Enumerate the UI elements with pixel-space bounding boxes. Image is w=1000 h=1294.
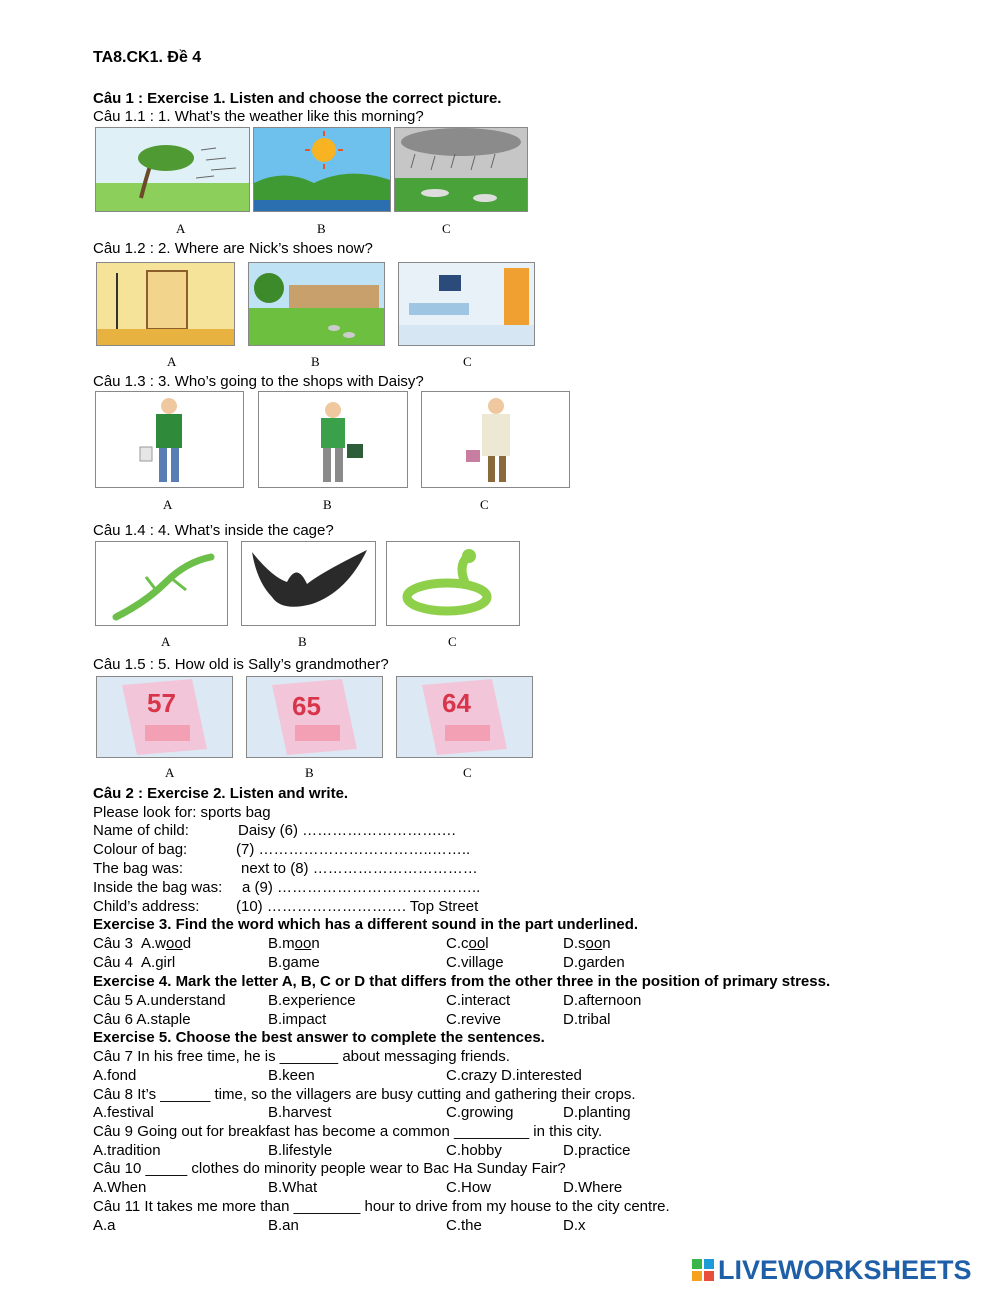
picture-wind[interactable] [95, 127, 250, 212]
label-b: B [305, 765, 314, 780]
option-d[interactable]: D.afternoon [563, 992, 642, 1009]
logo-text: LIVEWORKSHEETS [718, 1254, 972, 1285]
option-d[interactable]: D.planting [563, 1104, 631, 1121]
question-number: Câu 3 [93, 935, 134, 952]
label-c: C [463, 354, 472, 369]
option-d[interactable]: D.tribal [563, 1011, 611, 1028]
option-b[interactable]: B.What [268, 1179, 318, 1196]
option-a[interactable]: A.a [93, 1217, 116, 1234]
option-d[interactable]: D.soon [563, 935, 611, 952]
picture-card-57[interactable] [96, 676, 233, 758]
option-b[interactable]: B.impact [268, 1011, 327, 1028]
picture-garden[interactable] [248, 262, 385, 346]
q2-answer-6[interactable]: Daisy (6) ……………………….… [238, 822, 457, 839]
picture-man-with-bag[interactable] [95, 391, 244, 488]
picture-snake[interactable] [386, 541, 520, 626]
label-c: C [448, 634, 457, 649]
option-d[interactable]: D.Where [563, 1179, 623, 1196]
question-text: Câu 7 In his free time, he is _______ about messaging friends. [93, 1048, 510, 1065]
q2-answer-9[interactable]: a (9) ………………………………….. [242, 879, 481, 896]
label-a: A [163, 497, 173, 512]
q2-line-label: The bag was: [93, 860, 184, 877]
label-b: B [311, 354, 320, 369]
question-text: Câu 11 It takes me more than ________ hour to drive from my house to the city centre. [93, 1198, 670, 1215]
option-d[interactable]: D.practice [563, 1142, 631, 1159]
option-a[interactable]: A.festival [93, 1104, 154, 1121]
q2-line-label: Please look for: sports bag [93, 804, 271, 821]
q1-2-prompt: Câu 1.2 : 2. Where are Nick’s shoes now? [93, 240, 373, 257]
q1-5-prompt: Câu 1.5 : 5. How old is Sally’s grandmother? [93, 656, 389, 673]
option-c[interactable]: C.revive [446, 1011, 502, 1028]
option-a[interactable]: Câu 5 A.understand [93, 992, 226, 1009]
option-c[interactable]: C.cool [446, 935, 489, 952]
ex4-heading: Exercise 4. Mark the letter A, B, C or D that differs from the other three in the position of primary stress. [93, 973, 831, 990]
option-c[interactable]: C.the [446, 1217, 482, 1234]
label-c: C [463, 765, 472, 780]
q1-3-prompt: Câu 1.3 : 3. Who’s going to the shops with Daisy? [93, 373, 424, 390]
picture-bat[interactable] [241, 541, 376, 626]
q2-line-label: Child’s address: [93, 898, 200, 915]
option-a[interactable]: Câu 6 A.staple [93, 1011, 191, 1028]
option-b[interactable]: B.harvest [268, 1104, 332, 1121]
option-c[interactable]: C.growing [446, 1104, 514, 1121]
option-c[interactable]: C.village [446, 954, 504, 971]
option-c[interactable]: C.hobby [446, 1142, 502, 1159]
option-b[interactable]: B.keen [268, 1067, 315, 1084]
option-a[interactable]: A.wood [141, 935, 192, 952]
picture-sunny[interactable] [253, 127, 391, 212]
option-d[interactable]: D.x [563, 1217, 586, 1234]
label-a: A [176, 221, 186, 236]
q1-1-prompt: Câu 1.1 : 1. What’s the weather like this morning? [93, 108, 424, 125]
q2-heading: Câu 2 : Exercise 2. Listen and write. [93, 785, 349, 802]
q2-line-label: Inside the bag was: [93, 879, 223, 896]
option-a[interactable]: A.girl [141, 954, 176, 971]
option-a[interactable]: A.When [93, 1179, 147, 1196]
logo-icon [692, 1259, 714, 1281]
option-b[interactable]: B.lifestyle [268, 1142, 333, 1159]
ex5-heading: Exercise 5. Choose the best answer to complete the sentences. [93, 1029, 545, 1046]
label-b: B [298, 634, 307, 649]
option-a[interactable]: A.fond [93, 1067, 137, 1084]
picture-lizard[interactable] [95, 541, 228, 626]
q2-answer-7[interactable]: (7) ……………………………..…….. [236, 841, 471, 858]
option-a[interactable]: A.tradition [93, 1142, 161, 1159]
question-number: Câu 4 [93, 954, 134, 971]
option-b[interactable]: B.an [268, 1217, 299, 1234]
option-d[interactable]: D.garden [563, 954, 625, 971]
picture-card-65[interactable] [246, 676, 383, 758]
label-a: A [165, 765, 175, 780]
cake-number: 57 [147, 688, 176, 718]
option-b[interactable]: B.game [268, 954, 320, 971]
option-c[interactable]: C.interact [446, 992, 511, 1009]
option-b[interactable]: B.experience [268, 992, 356, 1009]
cake-number: 64 [442, 688, 471, 718]
question-text: Câu 8 It’s ______ time, so the villagers are busy cutting and gathering their crops. [93, 1086, 636, 1103]
liveworksheets-logo[interactable] [692, 1255, 972, 1285]
cake-number: 65 [292, 691, 321, 721]
question-text: Câu 9 Going out for breakfast has become a common _________ in this city. [93, 1123, 603, 1140]
option-c[interactable]: C.crazy D.interested [446, 1067, 582, 1084]
picture-woman-with-handbag[interactable] [421, 391, 570, 488]
picture-rain[interactable] [394, 127, 528, 212]
q1-heading: Câu 1 : Exercise 1. Listen and choose the correct picture. [93, 90, 502, 107]
picture-card-64[interactable] [396, 676, 533, 758]
label-c: C [442, 221, 451, 236]
picture-hallway[interactable] [96, 262, 235, 346]
q2-line-label: Name of child: [93, 822, 189, 839]
ex3-heading: Exercise 3. Find the word which has a different sound in the part underlined. [93, 916, 639, 933]
page-title: TA8.CK1. Đề 4 [93, 49, 202, 66]
option-c[interactable]: C.How [446, 1179, 492, 1196]
q1-4-prompt: Câu 1.4 : 4. What’s inside the cage? [93, 522, 334, 539]
q2-answer-8[interactable]: next to (8) …………………………… [241, 860, 478, 877]
q2-line-label: Colour of bag: [93, 841, 188, 858]
q2-answer-10[interactable]: (10) ………………………. Top Street [236, 898, 479, 915]
label-a: A [161, 634, 171, 649]
picture-boy-with-briefcase[interactable] [258, 391, 408, 488]
label-b: B [323, 497, 332, 512]
label-a: A [167, 354, 177, 369]
label-b: B [317, 221, 326, 236]
picture-bedroom[interactable] [398, 262, 535, 346]
label-c: C [480, 497, 489, 512]
option-b[interactable]: B.moon [268, 935, 320, 952]
question-text: Câu 10 _____ clothes do minority people wear to Bac Ha Sunday Fair? [93, 1160, 566, 1177]
